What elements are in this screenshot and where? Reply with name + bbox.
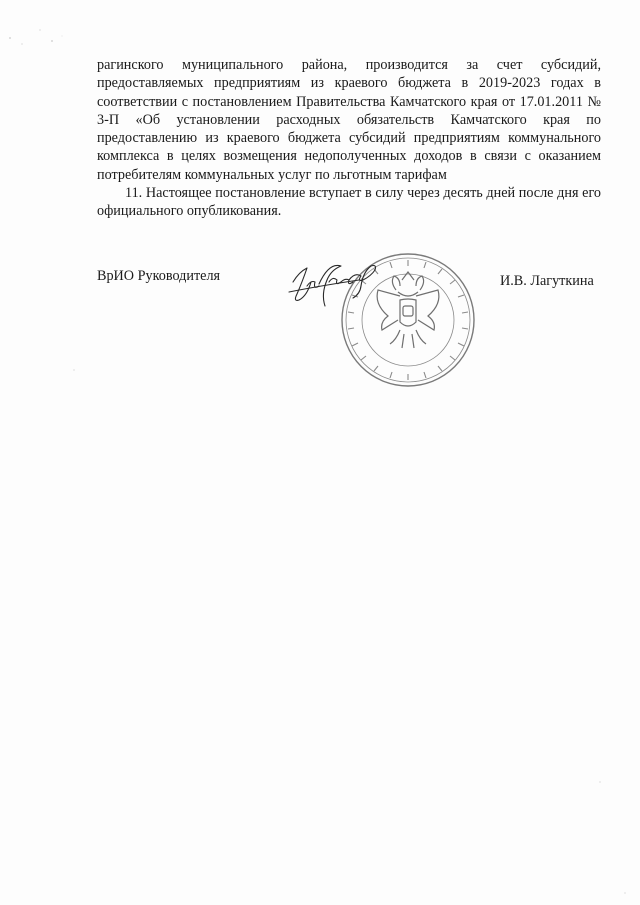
document-body [97,56,601,221]
paragraph-11: 11. Настоящее постановление вступает в силу через десять дней после дня его официального опубликования. [97,185,601,220]
signer-name: И.В. Лагуткина [500,273,594,289]
position-title: ВрИО Руководителя [97,268,221,284]
handwritten-signature [285,252,380,312]
double-headed-eagle-icon [377,272,439,348]
paragraph-continuation: рагинского муниципального района, производится за счет субсидий, предоставляемых предприятиям из краевого бюджета в 2019-2023 годах в соответствии с постановлением Правительства Камчатского края от 17.01.2011 № 3-П «Об установлении расходных обязательств Камчатского края по предоставлению из краевого бюджета субсидий предприятиям коммунального комплекса в целях возмещения недополученных доходов в связи с оказанием потребителям коммунальных услуг по льготным тарифам [97,57,601,183]
